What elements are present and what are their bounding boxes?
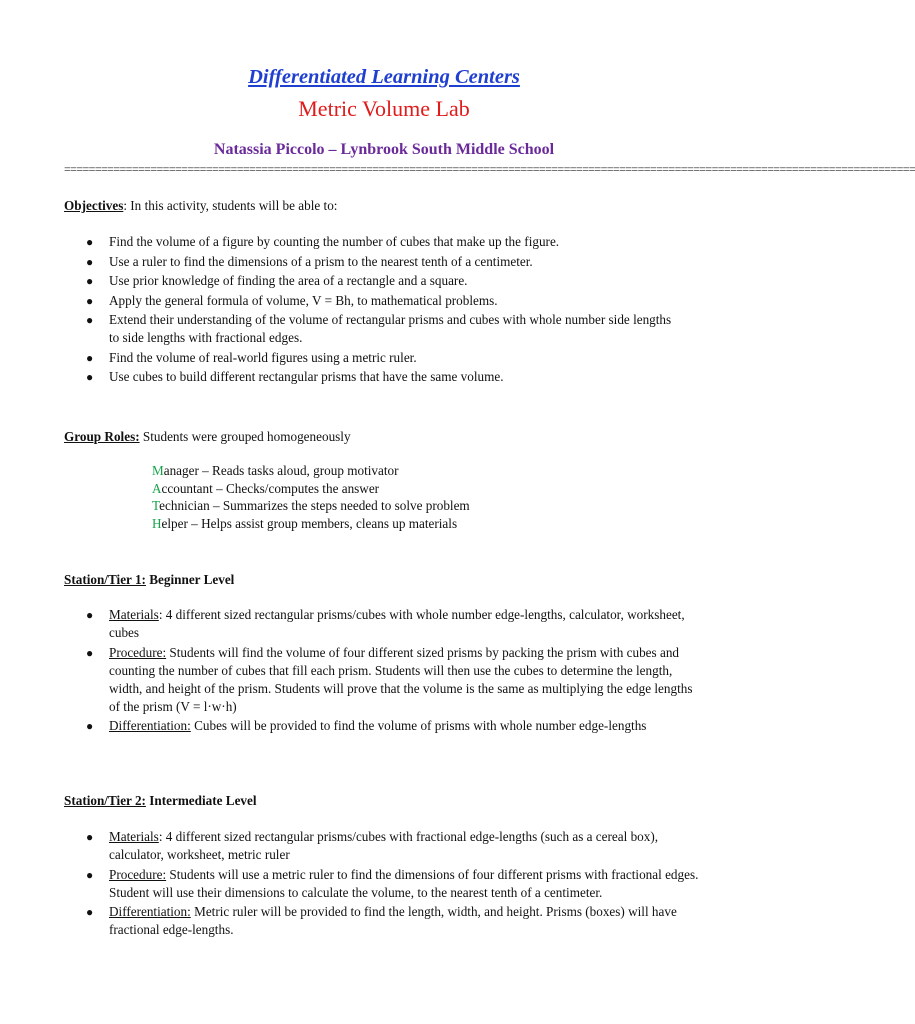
group-roles-intro: Students were grouped homogeneously xyxy=(139,429,351,444)
document-title: Differentiated Learning Centers xyxy=(248,66,520,88)
list-item: ● Procedure: Students will use a metric ruler to find the dimensions of four different prisms with fractional edges. Student will use their dimensions to calculate the volume, to the nearest tenth of a centimeter. xyxy=(86,866,699,900)
tier2-heading xyxy=(64,791,714,810)
bullet-icon: ● xyxy=(86,254,94,269)
bullet-icon: ● xyxy=(86,350,94,365)
list-item: ● Procedure: Students will find the volume of four different sized prisms by packing the prism with cubes and counting the number of cubes that fill each prism. Students will then use the cubes to determine the length, width, and height of the prism. Students will prove that the volume is the same as multiplying the edge lengths of the prism (V = l·w·h) xyxy=(86,644,693,714)
objectives-intro: : In this activity, students will be able to: xyxy=(123,198,338,213)
bullet-icon: ● xyxy=(86,830,94,844)
bullet-icon: ● xyxy=(86,313,94,327)
tier2-level: Intermediate Level xyxy=(145,793,257,808)
objectives-heading xyxy=(64,196,714,215)
list-item: ● Use prior knowledge of finding the area of a rectangle and a square. xyxy=(86,273,468,288)
list-item: ● Find the volume of a figure by counting the number of cubes that make up the figure. xyxy=(86,234,560,249)
author-line: Natassia Piccolo – Lynbrook South Middle School xyxy=(213,141,555,158)
bullet-icon: ● xyxy=(86,235,94,249)
role-accountant: Accountant – Checks/computes the answer xyxy=(152,480,380,496)
tier1-label: Station/Tier 1: xyxy=(64,572,146,587)
bullet-icon: ● xyxy=(86,867,94,882)
role-helper: Helper – Helps assist group members, cleans up materials xyxy=(152,515,458,531)
list-item: ● Materials: 4 different sized rectangular prisms/cubes with fractional edge-lengths (such as a cereal box), calculator, worksheet, metric ruler xyxy=(86,829,659,862)
group-roles-heading xyxy=(64,427,714,446)
list-item: ● Materials: 4 different sized rectangular prisms/cubes with whole number edge-lengths, calculator, worksheet, cubes xyxy=(86,607,685,640)
divider-rule: ========================================================================================================================================== xyxy=(64,162,915,176)
list-item: ● Extend their understanding of the volume of rectangular prisms and cubes with whole number side lengths to side lengths with fractional edges. xyxy=(86,312,672,345)
tier2-label: Station/Tier 2: xyxy=(64,793,146,808)
objectives-list xyxy=(64,233,714,388)
role-technician: Technician – Summarizes the steps needed to solve problem xyxy=(152,498,470,513)
bullet-icon: ● xyxy=(86,370,94,384)
tier2-list xyxy=(64,828,704,941)
roles-list xyxy=(152,462,470,532)
list-item: ● Differentiation: Cubes will be provided to find the volume of prisms with whole number edge-lengths xyxy=(86,718,647,733)
list-item: ● Find the volume of real-world figures using a metric ruler. xyxy=(86,349,417,365)
list-item: ● Apply the general formula of volume, V = Bh, to mathematical problems. xyxy=(86,292,498,308)
role-manager: Manager – Reads tasks aloud, group motivator xyxy=(152,463,399,478)
objectives-label: Objectives xyxy=(64,198,124,213)
tier1-list xyxy=(64,606,704,737)
bullet-icon: ● xyxy=(86,905,94,919)
list-item: ● Use cubes to build different rectangular prisms that have the same volume. xyxy=(86,369,504,384)
bullet-icon: ● xyxy=(86,719,94,733)
tier1-level: Beginner Level xyxy=(145,572,235,587)
bullet-icon: ● xyxy=(86,274,94,288)
list-item: ● Differentiation: Metric ruler will be provided to find the length, width, and height. Prisms (boxes) will have fractional edge-lengths. xyxy=(86,904,677,937)
document-subtitle: Metric Volume Lab xyxy=(298,96,470,121)
list-item: ● Use a ruler to find the dimensions of a prism to the nearest tenth of a centimeter. xyxy=(86,253,533,269)
tier1-heading xyxy=(64,570,714,589)
group-roles-label: Group Roles: xyxy=(64,429,140,444)
bullet-icon: ● xyxy=(86,645,94,660)
bullet-icon: ● xyxy=(86,608,94,622)
bullet-icon: ● xyxy=(86,293,94,308)
